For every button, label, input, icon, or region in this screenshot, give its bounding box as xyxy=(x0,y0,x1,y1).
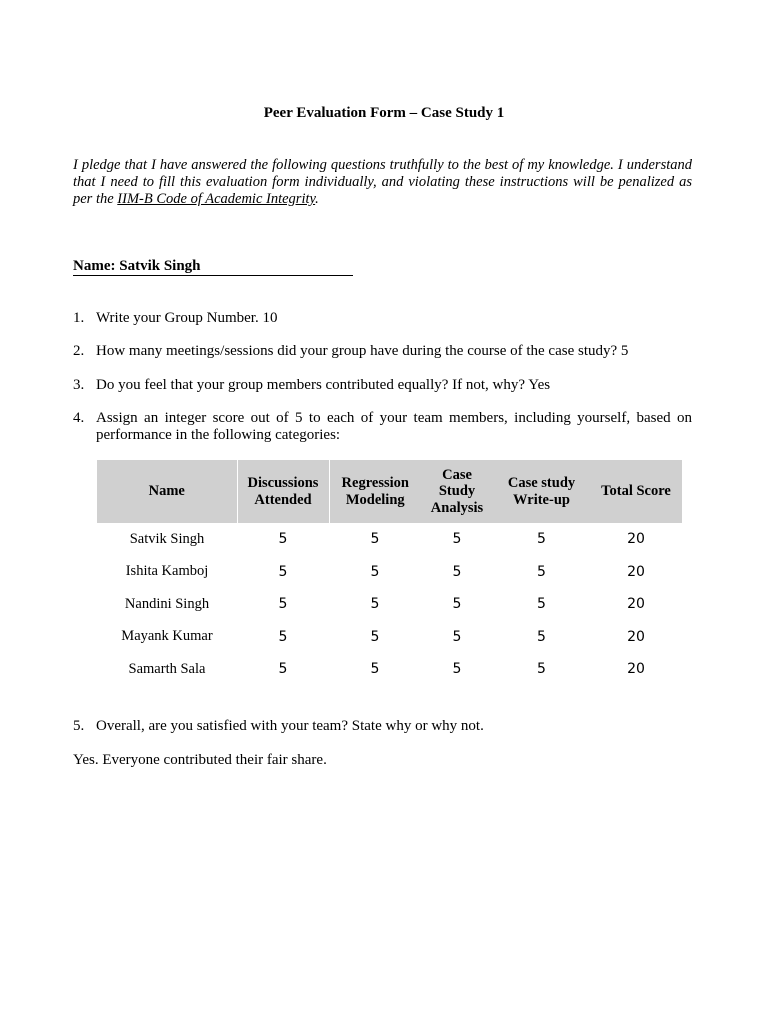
table-row xyxy=(97,653,682,686)
score-case-analysis: 5 xyxy=(452,628,462,645)
score-case-analysis: 5 xyxy=(452,531,462,548)
header-name: Name xyxy=(97,460,237,523)
question-number: 1. xyxy=(73,310,85,326)
table-header-row xyxy=(97,460,682,523)
score-discussions: 5 xyxy=(278,628,288,645)
score-discussions: 5 xyxy=(278,596,288,613)
pledge-paragraph xyxy=(73,157,692,208)
score-case-analysis: 5 xyxy=(452,563,462,580)
member-name: Samarth Sala xyxy=(128,660,206,677)
question-text: Assign an integer score out of 5 to each of your team members, including yourself, based on performance in the following categories: xyxy=(96,410,692,443)
question-text: Write your Group Number. 10 xyxy=(96,310,278,326)
question-number: 2. xyxy=(73,343,85,359)
score-regression: 5 xyxy=(370,661,380,678)
table-row xyxy=(97,588,682,621)
score-write-up: 5 xyxy=(537,563,546,580)
score-case-analysis: 5 xyxy=(452,661,462,678)
member-name: Ishita Kamboj xyxy=(125,563,209,580)
question-text: How many meetings/sessions did your group have during the course of the case study? 5 xyxy=(96,343,629,359)
score-write-up: 5 xyxy=(537,531,546,548)
question-number: 5. xyxy=(73,718,85,734)
score-discussions: 5 xyxy=(278,661,288,678)
score-write-up: 5 xyxy=(537,596,546,613)
score-discussions: 5 xyxy=(278,531,288,548)
score-table xyxy=(97,460,682,686)
score-total: 20 xyxy=(627,531,645,548)
header-regression: Regression Modeling xyxy=(329,460,421,523)
score-regression: 5 xyxy=(370,563,380,580)
score-total: 20 xyxy=(627,563,645,580)
header-discussions: Discussions Attended xyxy=(237,460,329,523)
student-name-line: Name: Satvik Singh xyxy=(73,258,353,276)
table-row xyxy=(97,556,682,589)
header-case-analysis: Case Study Analysis xyxy=(421,460,493,523)
score-regression: 5 xyxy=(370,531,380,548)
header-total: Total Score xyxy=(590,460,682,523)
score-discussions: 5 xyxy=(278,563,288,580)
member-name: Mayank Kumar xyxy=(121,628,213,645)
question-text: Do you feel that your group members contributed equally? If not, why? Yes xyxy=(96,377,551,393)
score-write-up: 5 xyxy=(537,628,546,645)
form-title: Peer Evaluation Form – Case Study 1 xyxy=(263,105,505,121)
score-total: 20 xyxy=(627,596,645,613)
member-name: Nandini Singh xyxy=(124,595,210,612)
question-number: 3. xyxy=(73,377,85,393)
pledge-text: I pledge that I have answered the following questions truthfully to the best of my knowledge. I understand that I need to fill this evaluation form individually, and violating these instructions will be penalized as per the xyxy=(73,157,692,207)
table-row xyxy=(97,523,682,556)
score-regression: 5 xyxy=(370,596,380,613)
score-table-wrapper xyxy=(97,460,682,686)
answer-5: Yes. Everyone contributed their fair share. xyxy=(73,752,327,768)
score-write-up: 5 xyxy=(537,661,546,678)
score-total: 20 xyxy=(627,661,645,678)
score-total: 20 xyxy=(627,628,645,645)
question-number: 4. xyxy=(73,410,85,426)
table-row xyxy=(97,621,682,654)
member-name: Satvik Singh xyxy=(129,530,205,547)
question-text: Overall, are you satisfied with your team? State why or why not. xyxy=(96,718,484,734)
score-regression: 5 xyxy=(370,628,380,645)
integrity-code-link[interactable]: IIM-B Code of Academic Integrity xyxy=(117,191,316,207)
pledge-end: . xyxy=(315,191,319,207)
score-case-analysis: 5 xyxy=(452,596,462,613)
header-write-up: Case study Write-up xyxy=(493,460,590,523)
